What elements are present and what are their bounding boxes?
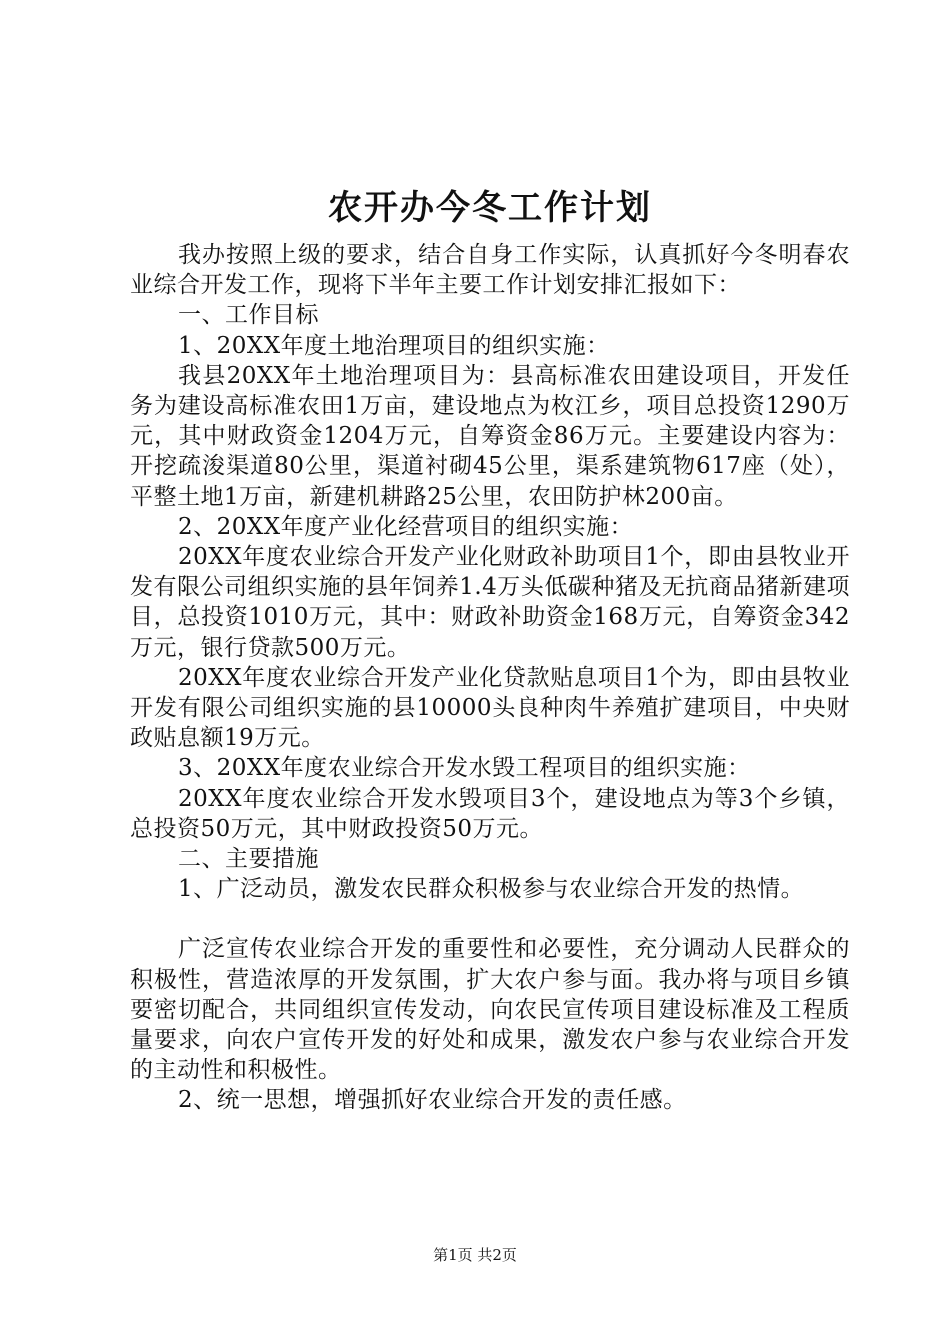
subheading-industry: 2、20XX年度产业化经营项目的组织实施： — [178, 513, 634, 540]
paragraph-mobilize: 广泛宣传农业综合开发的重要性和必要性，充分调动人民群众的积极性，营造浓厚的开发氛围，扩大农户参与面。我办将与项目乡镇要密切配合，共同组织宣传发动，向农民宣传项目建设标准及工程质量要求，向农户宣传开发的好处和成果，激发农户参与农业综合开发的主动性和积极性。 — [130, 936, 850, 1084]
paragraph-land: 我县20XX年土地治理项目为：县高标准农田建设项目，开发任务为建设高标准农田1万亩，建设地点为枚江乡，项目总投资1290万元，其中财政资金1204万元，自筹资金86万元。主要建设内容为：开挖疏浚渠道80公里，渠道衬砌45公里，渠系建筑物617座（处），平整土地1万亩，新建机耕路25公里，农田防护林200亩。 — [130, 362, 850, 510]
page-number: 第1页 共2页 — [433, 1246, 517, 1264]
document-page — [130, 178, 850, 1116]
page-title: 农开办今冬工作计划 — [328, 188, 652, 228]
paragraph-flood: 20XX年度农业综合开发水毁项目3个，建设地点为等3个乡镇，总投资50万元，其中财政投资50万元。 — [130, 785, 850, 842]
subheading-unify: 2、统一思想，增强抓好农业综合开发的责任感。 — [178, 1087, 687, 1114]
paragraph-industry-loan: 20XX年度农业综合开发产业化贷款贴息项目1个为，即由县牧业开发有限公司组织实施的县10000头良种肉牛养殖扩建项目，中央财政贴息额19万元。 — [130, 664, 850, 752]
subheading-mobilize: 1、广泛动员，激发农民群众积极参与农业综合开发的热情。 — [178, 876, 805, 903]
subheading-land: 1、20XX年度土地治理项目的组织实施： — [178, 332, 610, 359]
section-heading-measures: 二、主要措施 — [178, 846, 319, 873]
intro-paragraph: 我办按照上级的要求，结合自身工作实际，认真抓好今冬明春农业综合开发工作，现将下半年主要工作计划安排汇报如下： — [130, 242, 850, 299]
section-heading-goals: 一、工作目标 — [178, 302, 319, 329]
subheading-flood: 3、20XX年度农业综合开发水毁工程项目的组织实施： — [178, 755, 751, 782]
paragraph-industry-subsidy: 20XX年度农业综合开发产业化财政补助项目1个，即由县牧业开发有限公司组织实施的县年饲养1.4万头低碳种猪及无抗商品猪新建项目，总投资1010万元，其中：财政补助资金168万元，自筹资金342万元，银行贷款500万元。 — [130, 544, 850, 661]
